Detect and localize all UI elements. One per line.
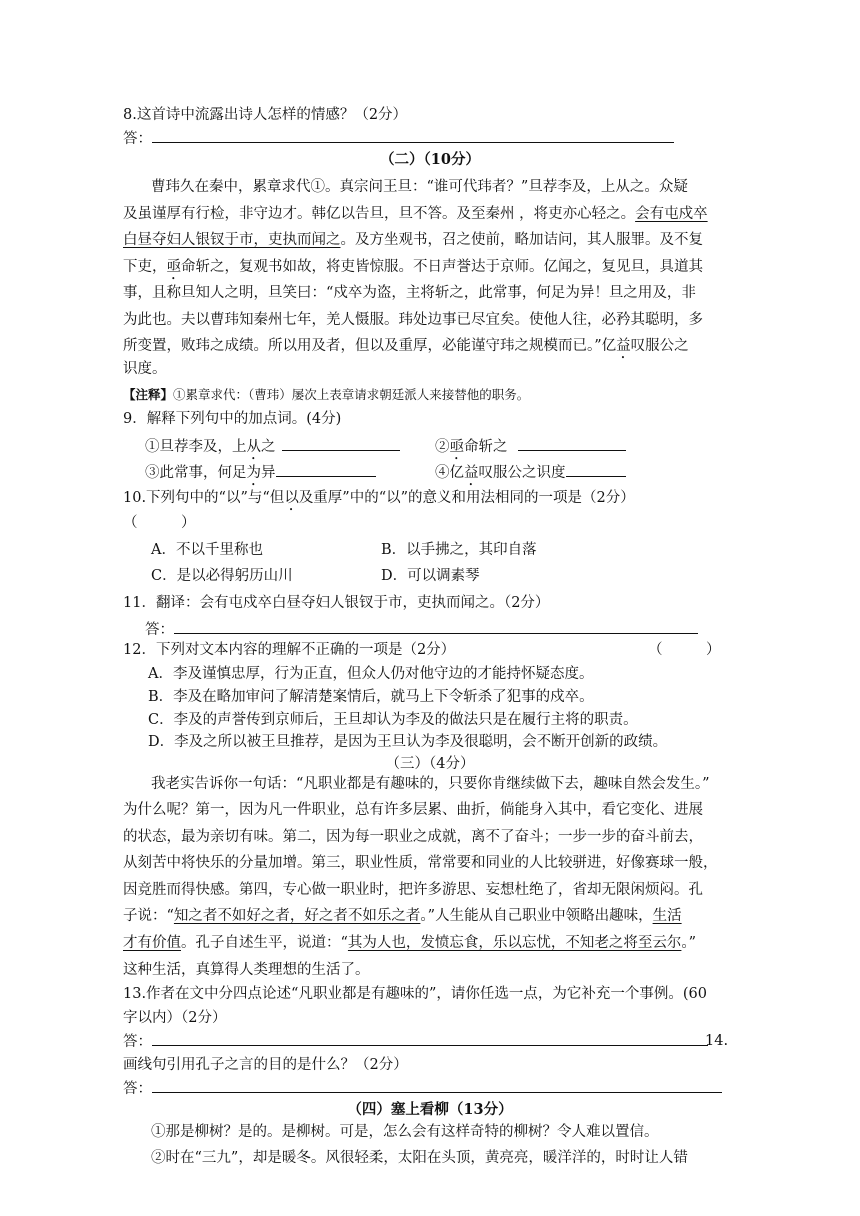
sec2-line-2 — [123, 204, 708, 224]
q11-answer-blank[interactable] — [174, 619, 698, 634]
q9-text: ④亿 — [435, 465, 464, 481]
q10-option-b[interactable]: B．以手拂之，其印自落 — [381, 542, 537, 558]
q13-answer-line — [123, 1031, 708, 1052]
footnote-mark: ① — [310, 179, 325, 195]
q9-text: 异 — [261, 465, 276, 481]
sec2-text: 叹服公之 — [630, 338, 689, 354]
sec2-text: 下吏， — [123, 259, 167, 275]
sec4-paragraph-2: ②时在“三九”，却是暖冬。风很轻柔，太阳在头顶，黄亮亮，暖洋洋的，时时让人错 — [151, 1150, 688, 1166]
sec2-text: 命斩之，复观书如故，将吏皆惊服。不日声誉达于京师。亿闻之，复见旦，具道其 — [181, 259, 703, 275]
q9-item-2 — [435, 436, 626, 463]
underlined-sentence: 会有屯戍卒 — [635, 206, 708, 222]
dotted-word: 亟 — [166, 259, 181, 275]
dotted-word: 为 — [246, 465, 261, 481]
sec2-line-3 — [123, 230, 703, 250]
sec3-text: 。”人生能从自己职业中领略出趣味， — [420, 908, 653, 924]
q14-answer-blank[interactable] — [152, 1078, 722, 1093]
q14-number: 14. — [705, 1033, 729, 1049]
sec3-text: 。孔子自述生平，说道：“ — [181, 935, 348, 951]
sec2-line-8: 识度。 — [123, 361, 167, 377]
q8-answer-blank[interactable] — [152, 128, 674, 143]
q9-blank-3[interactable] — [276, 462, 376, 477]
sec2-text: 所变置，败玮之成绩。所以用及者，但以及重厚，必能谨守玮之规模而已。”亿 — [123, 338, 617, 354]
q11-question: 11．翻译：会有屯戍卒白昼夺妇人银钗于市，吏执而闻之。（2分） — [123, 595, 550, 611]
q14-question: 画线句引用孔子之言的目的是什么？（2分） — [123, 1057, 408, 1073]
q9-text: ② — [435, 439, 450, 455]
sec3-text: 。” — [681, 935, 697, 951]
q12-answer-paren[interactable]: （ ） — [648, 642, 721, 658]
dotted-word: 从 — [246, 439, 261, 455]
q12-option-b[interactable]: B．李及在略加审问了解清楚案情后，就马上下令斩杀了犯事的戍卒。 — [148, 689, 594, 705]
q10-option-a[interactable]: A．不以千里称也 — [151, 542, 263, 558]
q9-blank-1[interactable] — [282, 436, 400, 451]
q10-answer-paren[interactable]: （ ） — [123, 515, 196, 531]
q13-question-line-1: 13.作者在文中分四点论述“凡职业都是有趣味的”，请你任选一点，为它补充一个事例。(60 — [123, 986, 707, 1002]
sec3-line-6 — [123, 906, 682, 926]
sec4-paragraph-1: ①那是柳树？是的。是柳树。可是，怎么会有这样奇特的柳树？令人难以置信。 — [151, 1124, 659, 1140]
q12-question: 12．下列对文本内容的理解不正确的一项是（2分） — [123, 642, 456, 658]
dotted-word: 益 — [464, 465, 479, 481]
q8-answer-line — [123, 128, 674, 149]
sec2-line-4 — [123, 257, 703, 283]
q14-answer-label: 答： — [123, 1081, 152, 1097]
q9-text: ①旦荐李及，上 — [145, 439, 247, 455]
q10-option-c[interactable]: C．是以必得躬历山川 — [151, 568, 293, 584]
sec3-line-8: 这种生活，真算得人类理想的生活了。 — [123, 962, 370, 978]
q11-answer-label: 答： — [145, 622, 174, 638]
sec2-line-6: 为此也。夫以曹玮知秦州七年，羌人慑服。玮处边事已尽宜矣。使他人往，必矜其聪明，多 — [123, 312, 703, 328]
sec3-line-1: 我老实告诉你一句话：“凡职业都是有趣味的，只要你肯继续做下去，趣味自然会发生。” — [151, 776, 710, 792]
sec2-line-5: 事，且称旦知人之明，旦笑曰：“戍卒为盗，主将斩之，此常事，何足为异！旦之用及，非 — [123, 285, 696, 301]
underlined-sentence: 知之者不如好之者，好之者不如乐之者 — [173, 908, 421, 924]
q9-text: 之 — [261, 439, 276, 455]
q13-answer-label: 答： — [123, 1034, 152, 1050]
q12-option-d[interactable]: D．李及之所以被王旦推荐，是因为王旦认为李及很聪明，会不断开创新的政绩。 — [148, 734, 668, 750]
sec3-line-4: 从刻苦中将快乐的分量加增。第三，职业性质，常常要和同业的人比较骈进，好像赛球一般， — [123, 855, 718, 871]
underlined-sentence: 其为人也，发愤忘食，乐以忘忧，不知老之将至云尔 — [347, 935, 682, 951]
q9-text: 叹服公之识度 — [478, 465, 566, 481]
q9-text: 命斩之 — [464, 439, 508, 455]
q9-blank-4[interactable] — [566, 462, 626, 477]
q9-blank-2[interactable] — [518, 436, 626, 451]
sec2-text: 。及方坐观书，召之使前，略加诘问，其人服罪。及不复 — [340, 232, 703, 248]
q12-option-c[interactable]: C．李及的声誉传到京师后，王旦却认为李及的做法只是在履行主将的职责。 — [148, 712, 638, 728]
q9-item-4 — [435, 462, 626, 489]
sec2-line-1 — [151, 177, 688, 197]
dotted-word: 以 — [284, 490, 299, 506]
sec2-text: 曹玮久在秦中，累章求代 — [151, 179, 311, 195]
underlined-sentence: 才有价值 — [123, 935, 181, 951]
sec3-line-3: 的状态，最为亲切有味。第二，因为每一职业之成就，离不了奋斗；一步一步的奋斗前去， — [123, 829, 703, 845]
q13-question-line-2: 字以内）（2分） — [123, 1010, 227, 1026]
q10-text: 及重厚”中的“以”的意义和用法相同的一项是（2分） — [298, 490, 635, 506]
underlined-sentence: 生活 — [652, 908, 682, 924]
sec3-line-2: 为什么呢？第一，因为凡一件职业，总有许多层累、曲折，倘能身入其中，看它变化、进展 — [123, 802, 703, 818]
q11-answer-line — [145, 619, 698, 640]
q13-answer-blank[interactable] — [152, 1031, 708, 1046]
dotted-word: 亟 — [449, 439, 464, 455]
underlined-sentence: 白昼夺妇人银钗于市，吏执而闻之 — [123, 232, 341, 248]
sec3-line-5: 因竞胜而得快感。第四，专心做一职业时，把许多游思、妄想杜绝了，省却无限闲烦闷。孔 — [123, 882, 703, 898]
annotation-label: 【注释】 — [123, 387, 174, 402]
q8-question: 8.这首诗中流露出诗人怎样的情感？（2分） — [123, 107, 408, 123]
sec2-text: 及虽谨厚有行检，非守边才。韩亿以告旦，旦不答。及至秦州 ，将吏亦心轻之。 — [123, 206, 636, 222]
q9-item-1 — [145, 436, 400, 463]
section2-title: （二）（10分） — [380, 151, 480, 168]
q12-option-a[interactable]: A．李及谨慎忠厚，行为正直，但众人仍对他守边的才能持怀疑态度。 — [148, 666, 594, 682]
q14-answer-line — [123, 1078, 722, 1099]
dotted-word: 益 — [616, 338, 631, 354]
annotation — [123, 385, 529, 405]
q9-question: 9．解释下列句中的加点词。(4分) — [123, 411, 342, 427]
q8-answer-label: 答： — [123, 131, 152, 147]
section4-title: （四）塞上看柳（13分） — [347, 1101, 513, 1118]
sec2-text: 。真宗问王旦：“谁可代玮者？”旦荐李及，上从之。众疑 — [325, 179, 688, 195]
section3-title: （三）（4分） — [385, 756, 475, 772]
annotation-text: ①累章求代：（曹玮）屡次上表章请求朝廷派人来接替他的职务。 — [173, 387, 530, 402]
sec3-line-7 — [123, 933, 696, 953]
q10-option-d[interactable]: D．可以调素琴 — [381, 568, 480, 584]
sec3-text: 子说：“ — [123, 908, 174, 924]
sec2-line-7 — [123, 336, 689, 362]
q10-text: 10.下列句中的“以”与“但 — [123, 490, 285, 506]
q10-question — [123, 488, 635, 514]
q9-item-3 — [145, 462, 376, 489]
q9-text: ③此常事，何足 — [145, 465, 247, 481]
